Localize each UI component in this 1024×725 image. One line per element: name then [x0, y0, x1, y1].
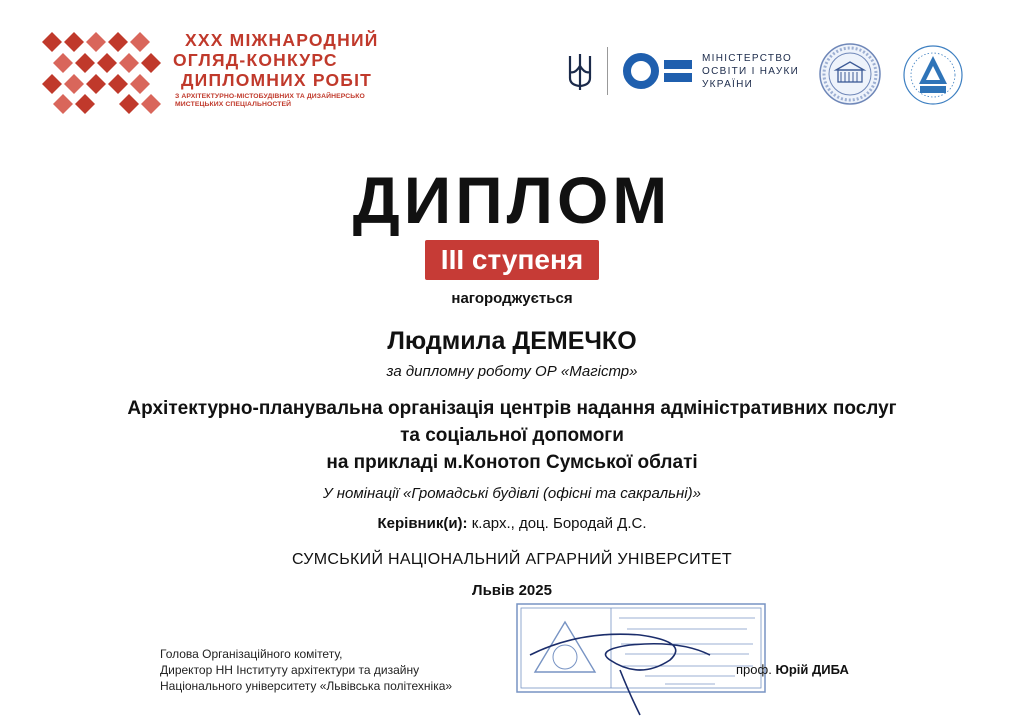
project-title-line-2: та соціальної допомоги: [400, 425, 624, 446]
contest-title-line-3: ДИПЛОМНИХ РОБІТ: [181, 70, 373, 90]
recipient-name: Людмила ДЕМЕЧКО: [387, 327, 637, 355]
ministry-name: [702, 52, 799, 91]
supervisor-value: к.арх., доц. Бородай Д.С.: [471, 515, 647, 532]
signatory-role: [160, 646, 452, 694]
degree-badge: III ступеня: [425, 240, 599, 280]
supervisor-label: Керівник(и):: [377, 515, 468, 532]
signatory-name: [736, 662, 849, 677]
trident-icon: [567, 52, 593, 92]
signature-icon: [520, 600, 720, 720]
contest-title: [173, 30, 379, 90]
signatory-role-line-1: Голова Організаційного комітету,: [160, 647, 343, 661]
ministry-logo-icon: [622, 51, 694, 91]
place-year: Львів 2025: [472, 582, 552, 599]
awarded-label: нагороджується: [451, 290, 573, 307]
contest-title-line-2: ОГЛЯД-КОНКУРС: [173, 50, 338, 70]
work-description: за дипломну роботу ОР «Магістр»: [386, 363, 638, 380]
university-seal-icon: [818, 42, 882, 106]
nomination: У номінації «Громадські будівлі (офісні та сакральні)»: [323, 485, 701, 502]
tarp-logo-icon: [902, 44, 964, 106]
contest-title-line-1: XXX МІЖНАРОДНИЙ: [185, 30, 379, 50]
contest-subtitle: З АРХІТЕКТУРНО-МІСТОБУДІВНИХ ТА ДИЗАЙНЕРСЬКО МИСТЕЦЬКИХ СПЕЦІАЛЬНОСТЕЙ: [175, 93, 365, 108]
degree-wrapper: [0, 240, 1024, 280]
signatory-last-name: Юрій ДИБА: [775, 662, 849, 677]
university-name: СУМСЬКИЙ НАЦІОНАЛЬНИЙ АГРАРНИЙ УНІВЕРСИТЕТ: [291, 551, 733, 568]
contest-logo-icon: [42, 32, 164, 114]
supervisor: [0, 515, 1024, 532]
ministry-line-2: ОСВІТИ І НАУКИ: [702, 66, 800, 77]
signatory-title-prefix: проф.: [736, 662, 772, 677]
project-title-line-3: на прикладі м.Конотоп Сумської облаті: [326, 452, 698, 473]
signatory-role-line-2: Директор НН Інституту архітектури та дизайну: [160, 663, 420, 677]
diploma-title: ДИПЛОМ: [352, 163, 672, 237]
ministry-line-1: МІНІСТЕРСТВО: [702, 53, 793, 64]
ministry-line-3: УКРАЇНИ: [702, 79, 754, 90]
ministry-separator: [607, 47, 608, 95]
project-title: [0, 395, 1024, 476]
project-title-line-1: Архітектурно-планувальна організація центрів надання адміністративних послуг: [127, 398, 897, 419]
signatory-role-line-3: Національного університету «Львівська політехніка»: [160, 679, 453, 693]
